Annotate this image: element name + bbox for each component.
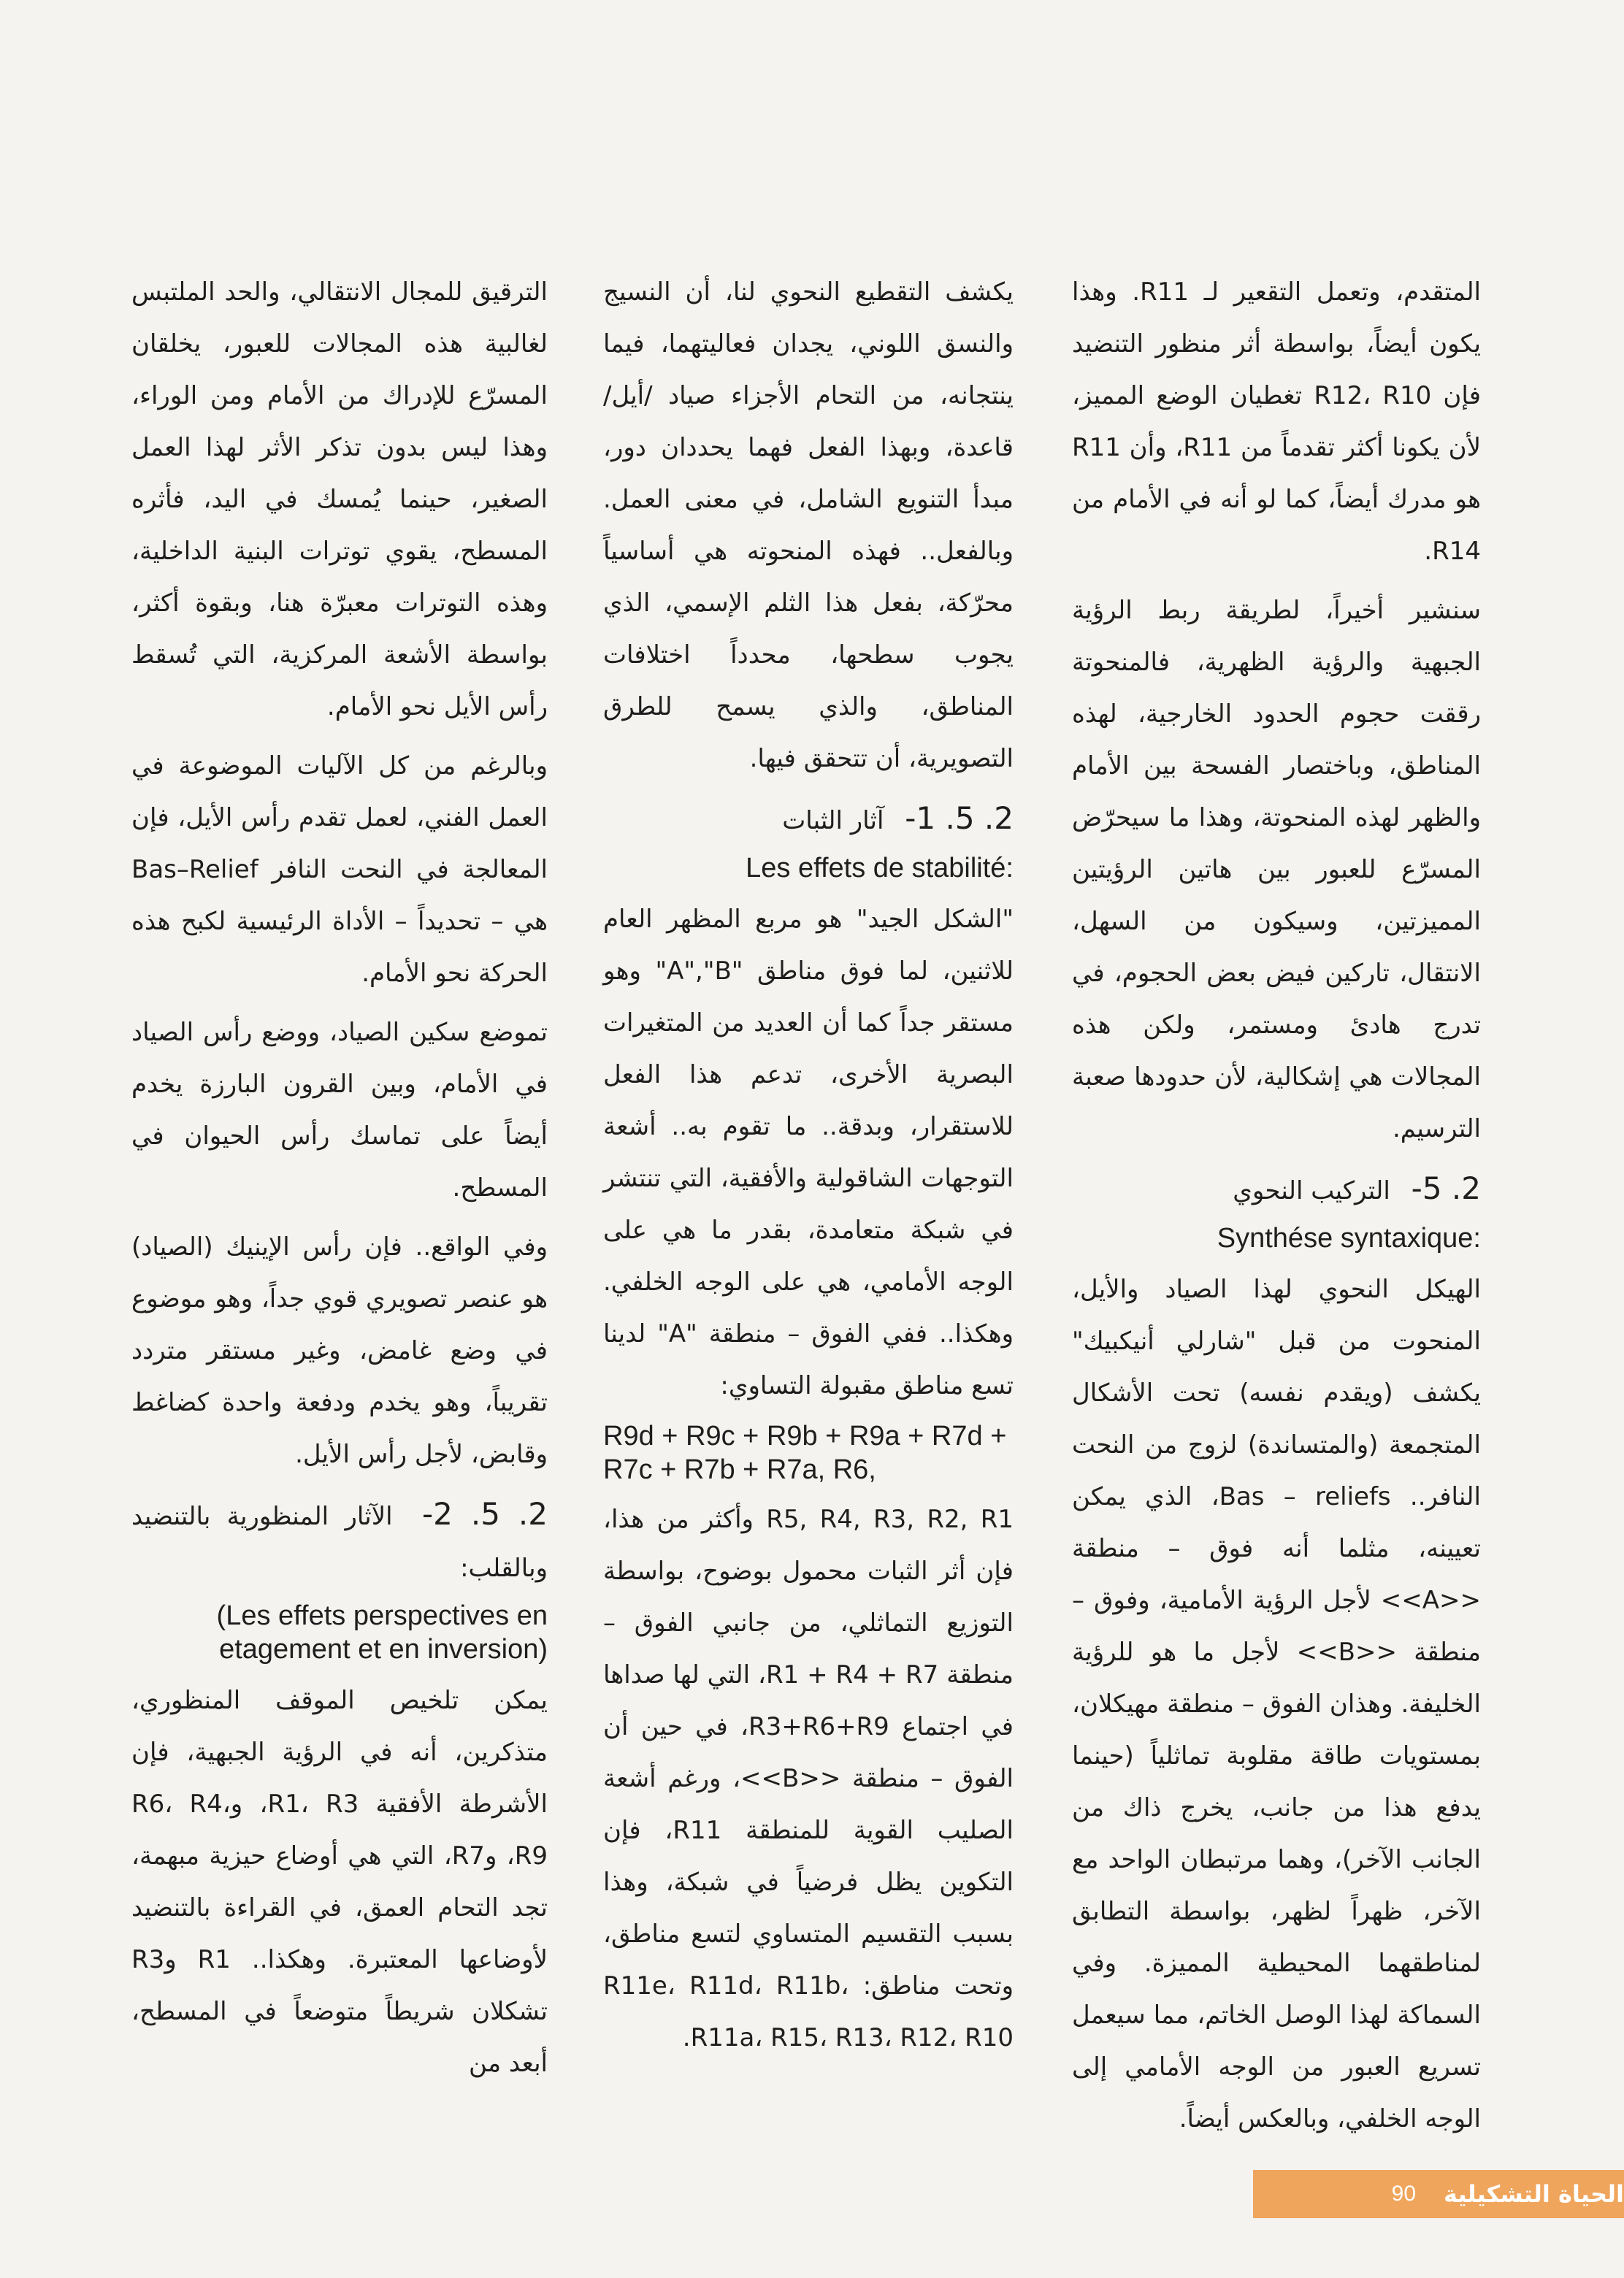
paragraph: الهيكل النحوي لهذا الصياد والأيل، المنحوت من قبل "شارلي أنيكبيك" يكشف (ويقدم نفسه) تحت الأشكال المتجمعة (والمتساندة) لزوج من النحت النافر.. Bas – reliefs، الذي يمكن تعيينه، مثلما أنه فوق – منطقة <<A>> لأجل الرؤية الأمامية، وفوق – منطقة <<B>> لأجل ما هو للرؤية الخليفة. وهذان الفوق – منطقة مهيكلان، بمستويات طاقة مقلوبة تماثلياً (حينما يدفع هذا من جانب، يخرج ذاك من الجانب الآخر)، وهما مرتبطان الواحد مع الآخر، ظهراً لظهر، بواسطة التطابق لمناطقهما المحيطية المميزة. وفي السماكة لهذا الوصل الخاتم، مما سيعمل تسريع العبور من الوجه الأمامي إلى الوجه الخلفي، وبالعكس أيضاً.: [1072, 1275, 1481, 2133]
paragraph: الترقيق للمجال الانتقالي، والحد الملتبس لغالبية هذه المجالات للعبور، يخلقان المسرّع للإدراك من الأمام ومن الوراء، وهذا ليس بدون تذكر الأثر لهذا العمل الصغير، حينما يُمسك في اليد، فأثره المسطح، يقوي توترات البنية الداخلية، وهذه التوترات معبرّة هنا، وبقوة أكثر، بواسطة الأشعة المركزية، التي تُسقط رأس الأيل نحو الأمام.: [131, 277, 548, 721]
footer-content: [1392, 2180, 1624, 2208]
section-title-french: (Les effets perspectives en etagement et en inversion): [216, 1600, 548, 1665]
paragraph: R5, R4, R3, R2, R1 وأكثر من هذا، فإن أثر الثبات محمول بوضوح، بواسطة التوزيع التماثلي، من جانبي الفوق – منطقة R1 + R4 + R7، التي لها صداها في اجتماع R3+R6+R9، في حين أن الفوق – منطقة <<B>>، ورغم أشعة الصليب القوية للمنطقة R11، فإن التكوين يظل فرضياً في شبكة، وهذا بسبب التقسيم المتساوي لتسع مناطق، وتحت مناطق: R11e، R11d، R11b، R11a، R15، R13، R12، R10.: [603, 1505, 1014, 2052]
section-number: 2. 5. 2-: [421, 1496, 548, 1532]
paragraph: يكشف التقطيع النحوي لنا، أن النسيج والنسق اللوني، يجدان فعاليتهما، فيما ينتجانه، من التحام الأجزاء صياد /أيل/ قاعدة، وبهذا الفعل فهما يحددان دور، مبدأ التنويع الشامل، في معنى العمل. وبالفعل.. فهذه المنحوته هي أساسياً محرّكة، بفعل هذا الثلم الإسمي، الذي يجوب سطحها، محدداً اختلافات المناطق، والذي يسمح للطرق التصويرية، أن تتحقق فيها.: [603, 277, 1014, 773]
section-number: 2. 5. 1-: [905, 800, 1014, 836]
section-title-french: Synthése syntaxique:: [1217, 1223, 1481, 1254]
section-title: التركيب النحوي: [1233, 1176, 1390, 1205]
paragraph: يمكن تلخيص الموقف المنظوري، متذكرين، أنه في الرؤية الجبهية، فإن الأشرطة الأفقية R1، R3، وR6، R4، R9، وR7، التي هي أوضاع حيزية مبهمة، تجد التحام العمق، في القراءة بالتنضيد لأوضاعها المعتبرة. وهكذا.. R1 وR3 تشكلان شريطاً متوضعاً في المسطح، أبعد من: [131, 1686, 548, 2078]
section-heading: [131, 1488, 548, 1595]
section-title: آثار الثبات: [782, 806, 884, 835]
paragraph: المتقدم، وتعمل التقعير لـ R11. وهذا يكون أيضاً، بواسطة أثر منظور التنضيد فإن R12، R10 تغطيان الوضع المميز، لأن يكونا أكثر تقدماً من R11، وأن R11 هو مدرك أيضاً، كما لو أنه في الأمام من R14.: [1072, 277, 1482, 566]
section-title-french: Les effets de stabilité:: [746, 853, 1014, 883]
section-number: 2. 5-: [1411, 1170, 1481, 1206]
section-heading: [1072, 1162, 1481, 1217]
text-column-left: [131, 266, 548, 2106]
text-column-right: [1072, 266, 1482, 2133]
page-footer-band: [1253, 2170, 1624, 2218]
paragraph: وبالرغم من كل الآليات الموضوعة في العمل الفني، لعمل تقدم رأس الأيل، فإن المعالجة في النحت النافر Bas–Relief هي – تحديداً – الأداة الرئيسية لكبح هذه الحركة نحو الأمام.: [131, 751, 548, 988]
paragraph: سنشير أخيراً، لطريقة ربط الرؤية الجبهية والرؤية الظهرية، فالمنحوتة رققت حجوم الحدود الخارجية، لهذه المناطق، وباختصار الفسحة بين الأمام والظهر لهذه المنحوتة، وهذا ما سيحرّض المسرّع للعبور بين هاتين الرؤيتين المميزتين، وسيكون من السهل، الانتقال، تاركين فيض بعض الحجوم، في تدرج هادئ ومستمر، ولكن هذه المجالات هي إشكالية، لأن حدودها صعبة الترسيم.: [1072, 596, 1481, 1143]
section-title: الآثار المنظورية بالتنضيد وبالقلب:: [131, 1502, 548, 1583]
page-number: 90: [1391, 2182, 1417, 2206]
paragraph: "الشكل الجيد" هو مربع المظهر العام للاثنين، لما فوق مناطق "A","B" وهو مستقر جداً كما أن العديد من المتغيرات البصرية الأخرى، تدعم هذا الفعل للاستقرار، وبدقة.. ما تقوم به.. أشعة التوجهات الشاقولية والأفقية، التي تنتشر في شبكة متعامدة، بقدر ما هي على الوجه الأمامي، هي على الوجه الخلفي. وهكذا.. ففي الفوق – منطقة "A" لدينا تسع مناطق مقبولة التساوي:: [603, 905, 1014, 1400]
magazine-title: الحياة التشكيلية: [1444, 2180, 1624, 2208]
paragraph: تموضع سكين الصياد، ووضع رأس الصياد في الأمام، وبين القرون البارزة يخدم أيضاً على تماسك رأس الحيوان في المسطح.: [131, 1018, 548, 1203]
section-heading: [603, 792, 1014, 847]
region-equation: R9d + R9c + R9b + R9a + R7d + R7c + R7b + R7a, R6,: [603, 1421, 1007, 1485]
paragraph: وفي الواقع.. فإن رأس الإينيك (الصياد) هو عنصر تصويري قوي جداً، وهو موضوع في وضع غامض، وغير مستقر متردد تقريباً، وهو يخدم ودفعة واحدة كضاغط وقابض، لأجل رأس الأيل.: [131, 1232, 548, 1469]
text-column-middle: [603, 266, 1014, 2106]
